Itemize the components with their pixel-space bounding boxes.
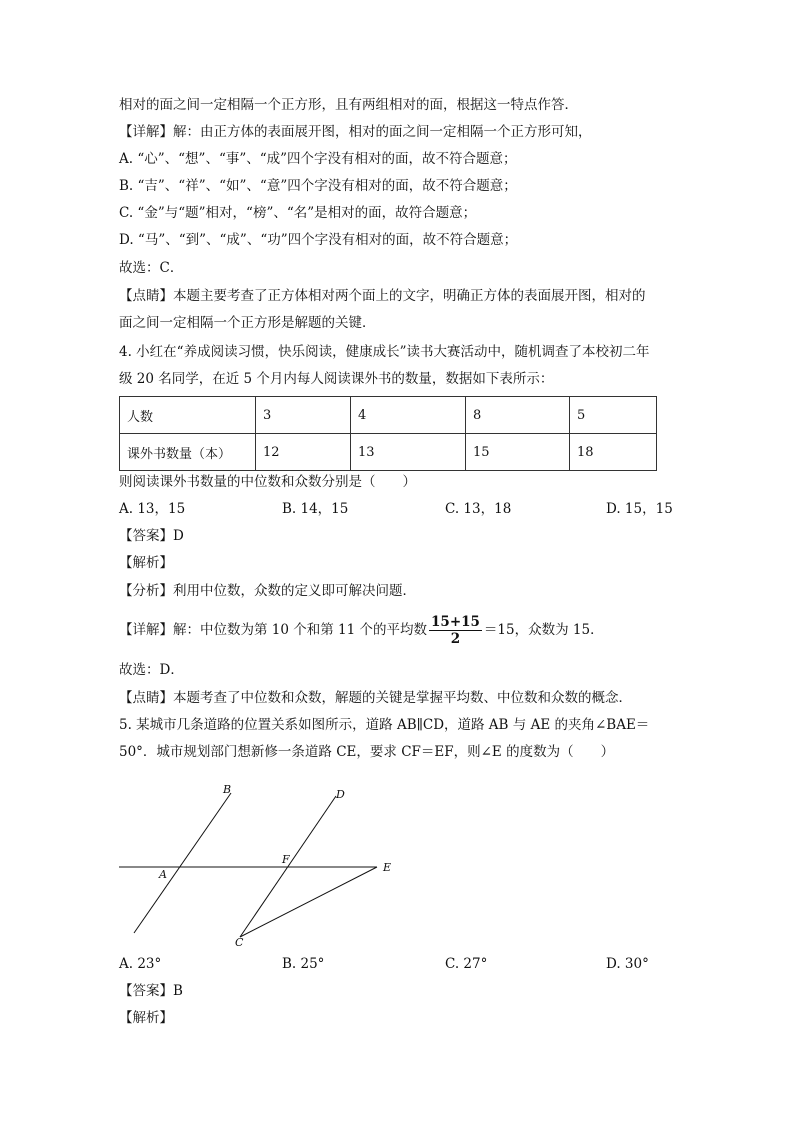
point-label-e: E [383,861,392,874]
option-b: B. 25° [282,956,325,972]
question-stem: 50°．城市规划部门想新修一条道路 CE，要求 CF＝EF，则∠E 的度数为（ ） [119,744,615,760]
option-b: B. 14，15 [282,501,349,517]
option-d: D. 15，15 [606,501,673,517]
text-line: 【点睛】本题主要考查了正方体相对两个面上的文字，明确正方体的表面展开图，相对的 [119,288,646,304]
table-cell: 12 [256,434,351,471]
text-line: C. “金”与“题”相对，“榜”、“名”是相对的面，故符合题意； [119,205,477,221]
table-cell: 3 [256,397,351,434]
table-cell: 5 [570,397,657,434]
text-line: A. “心”、“想”、“事”、“成”四个字没有相对的面，故不符合题意； [119,151,517,167]
text-line: 相对的面之间一定相隔一个正方形，且有两组相对的面，根据这一特点作答． [119,97,578,113]
table-row [120,434,657,471]
option-a: A. 13，15 [119,501,186,517]
option-d: D. 30° [606,956,649,972]
point-label-f: F [282,853,290,866]
detail-text: ＝15，众数为 15． [483,622,604,638]
option-a: A. 23° [119,956,162,972]
table-cell: 4 [351,397,466,434]
analysis-text: 【分析】利用中位数，众数的定义即可解决问题． [119,583,416,599]
data-table [119,396,657,471]
table-cell: 8 [466,397,570,434]
table-cell: 15 [466,434,570,471]
point-label-a: A [159,868,167,881]
text-line: 面之间一定相隔一个正方形是解题的关键． [119,315,376,331]
table-cell: 18 [570,434,657,471]
text-line: 【详解】解：由正方体的表面展开图，相对的面之间一定相隔一个正方形可知， [119,124,592,140]
line-ab [134,793,231,933]
analysis-heading: 【解析】 [119,1010,173,1026]
text-line: B. “吉”、“祥”、“如”、“意”四个字没有相对的面，故不符合题意； [119,178,517,194]
table-cell: 人数 [120,397,256,434]
choice-line: 故选：D． [119,662,184,678]
analysis-heading: 【解析】 [119,555,173,571]
answer-line: 【答案】D [119,528,184,544]
option-c: C. 13，18 [445,501,512,517]
question-stem: 级 20 名同学，在近 5 个月内每人阅读课外书的数量，数据如下表所示： [119,371,554,387]
detail-text: 【详解】解：中位数为第 10 个和第 11 个的平均数 [119,622,428,638]
fraction-denominator: 2 [450,631,461,647]
line-ce [240,867,377,937]
comment-line: 【点睛】本题考查了中位数和众数，解题的关键是掌握平均数、中位数和众数的概念． [119,690,632,706]
text-line: D. “马”、“到”、“成”、“功”四个字没有相对的面，故不符合题意； [119,232,518,248]
table-cell: 课外书数量（本） [120,434,256,471]
point-label-b: B [223,783,232,796]
answer-line: 【答案】B [119,983,183,999]
geometry-figure [112,780,402,955]
question-prompt: 则阅读课外书数量的中位数和众数分别是（ ） [119,474,416,490]
question-stem: 4. 小红在“养成阅读习惯，快乐阅读，健康成长”读书大赛活动中，随机调查了本校初二年 [119,344,650,360]
point-label-c: C [235,936,244,949]
point-label-d: D [336,788,345,801]
text-line: 故选：C． [119,260,184,276]
question-stem: 5. 某城市几条道路的位置关系如图所示，道路 AB∥CD，道路 AB 与 AE 的夹角∠BAE＝ [119,717,650,733]
fraction-numerator: 15+15 [431,614,480,630]
detail-line [119,611,604,649]
table-cell: 13 [351,434,466,471]
option-c: C. 27° [445,956,488,972]
fraction [429,614,482,647]
table-row [120,397,657,434]
